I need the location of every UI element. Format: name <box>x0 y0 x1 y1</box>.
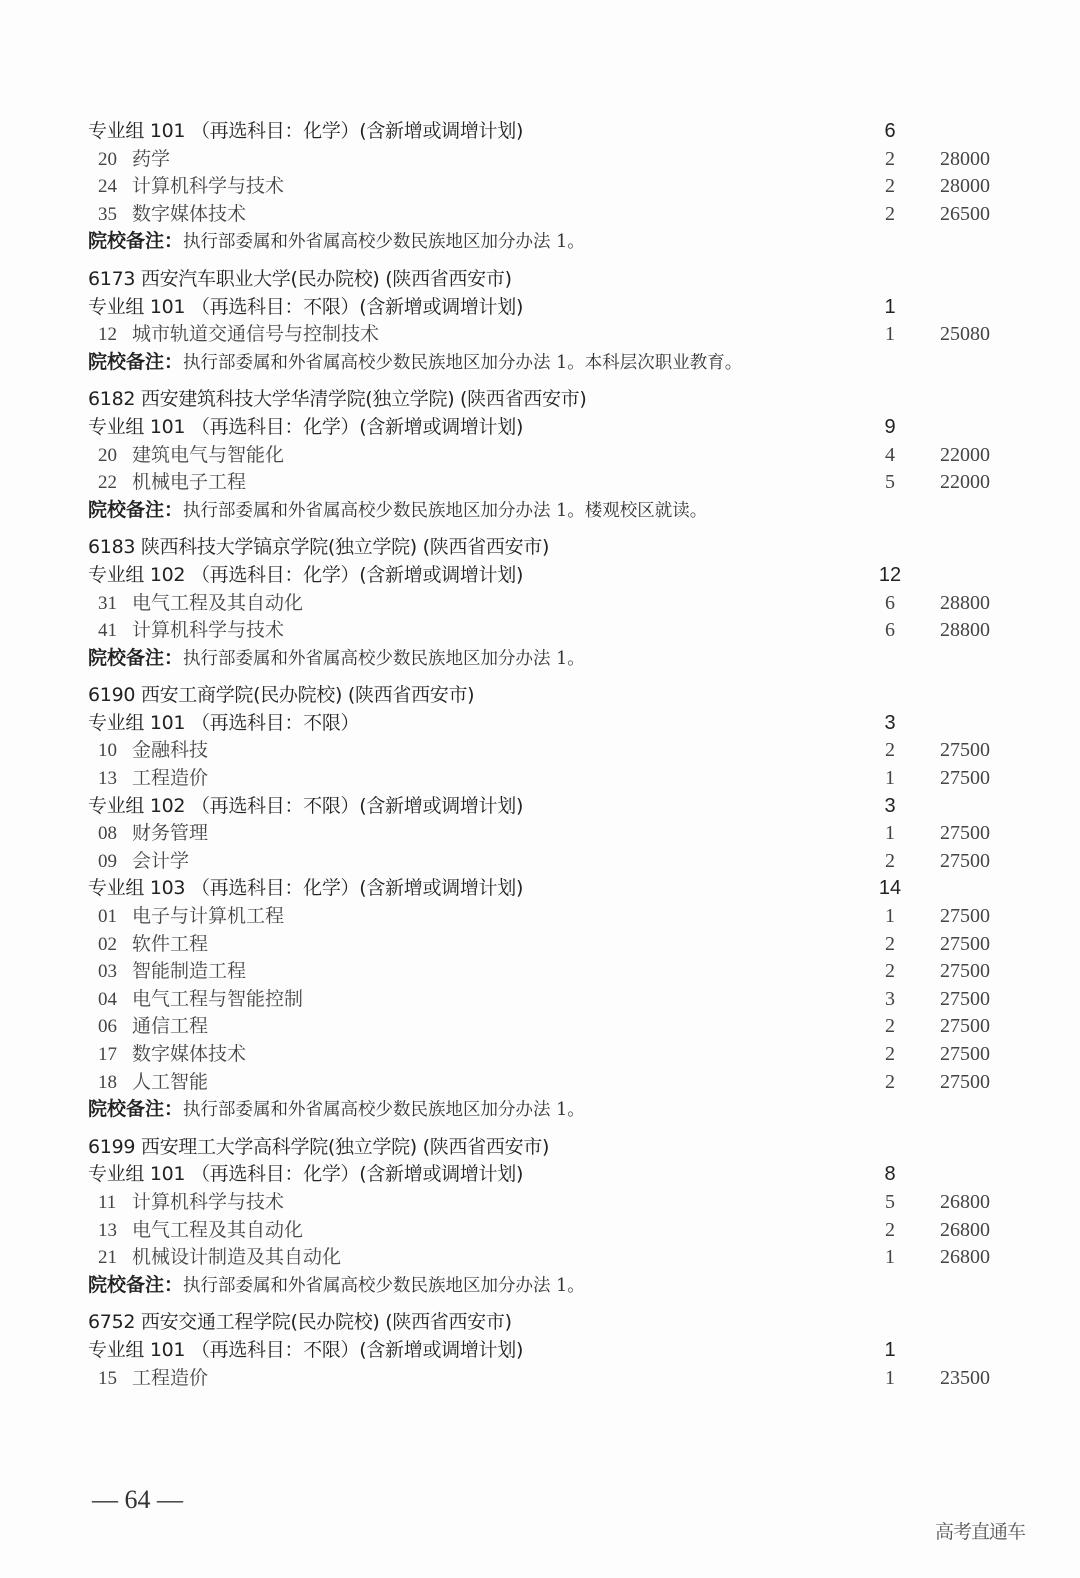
school-header <box>88 266 1008 294</box>
group-title: 专业组 102 （再选科目：化学）(含新增或调增计划) <box>88 563 524 586</box>
major-code: 18 <box>98 1071 117 1093</box>
tuition-fee: 27500 <box>940 960 990 983</box>
major-code: 09 <box>98 850 117 872</box>
major-name: 电气工程及其自动化 <box>132 1218 304 1241</box>
note-key: 院校备注： <box>88 646 184 669</box>
group-plan-count: 6 <box>884 120 896 142</box>
school-note <box>88 349 742 378</box>
major-code: 21 <box>98 1247 117 1269</box>
major-plan-count: 2 <box>885 1070 895 1093</box>
major-plan-count: 1 <box>885 822 895 845</box>
watermark: 高考直通车 <box>935 1521 1026 1543</box>
major-plan-count: 2 <box>885 202 895 225</box>
note-key: 院校备注： <box>88 1098 184 1121</box>
note-text: 执行部委属和外省属高校少数民族地区加分办法 1。 <box>183 648 585 669</box>
major-label <box>98 146 170 174</box>
major-code: 11 <box>98 1191 117 1213</box>
major-label <box>98 958 246 986</box>
note-key: 院校备注： <box>88 230 184 253</box>
major-name: 人工智能 <box>132 1070 209 1093</box>
major-label <box>98 1069 208 1097</box>
major-plan-count: 1 <box>885 1246 895 1269</box>
major-name: 智能制造工程 <box>132 960 247 983</box>
major-name: 药学 <box>132 147 171 170</box>
major-label <box>98 469 246 497</box>
note-key: 院校备注： <box>88 1273 184 1296</box>
tuition-fee: 27500 <box>940 905 990 928</box>
major-row <box>88 986 1008 1014</box>
major-row <box>88 931 1008 959</box>
tuition-fee: 27500 <box>940 1070 990 1093</box>
tuition-fee: 23500 <box>940 1366 990 1389</box>
tuition-fee: 22000 <box>940 471 990 494</box>
major-code: 13 <box>98 1219 117 1241</box>
major-plan-count: 6 <box>885 619 895 642</box>
school-note <box>88 1272 585 1301</box>
major-code: 12 <box>98 324 117 346</box>
school-header <box>88 1134 1008 1162</box>
group-plan-count: 3 <box>884 794 896 817</box>
major-name: 电气工程与智能控制 <box>132 987 304 1010</box>
tuition-fee: 26800 <box>940 1246 990 1269</box>
major-row <box>88 469 1008 497</box>
major-name: 计算机科学与技术 <box>132 1190 285 1213</box>
school-title: 6183 陕西科技大学镐京学院(独立学院) (陕西省西安市) <box>88 536 550 559</box>
major-code: 17 <box>98 1044 117 1065</box>
major-label <box>98 820 208 848</box>
tuition-fee: 27500 <box>940 987 990 1010</box>
major-name: 会计学 <box>132 849 190 872</box>
major-row <box>88 1244 1008 1272</box>
major-group-row <box>88 793 1008 821</box>
school-note-row <box>88 497 1008 525</box>
major-name: 电气工程及其自动化 <box>132 591 304 614</box>
major-group-row <box>88 1161 1008 1189</box>
group-plan-count: 12 <box>878 563 902 586</box>
school-note-row <box>88 349 1008 377</box>
major-label <box>98 617 284 645</box>
major-plan-count: 2 <box>885 960 895 983</box>
major-label <box>98 848 189 876</box>
school-title: 6190 西安工商学院(民办院校) (陕西省西安市) <box>88 684 475 707</box>
major-code: 08 <box>98 823 117 845</box>
major-plan-count: 2 <box>885 175 895 198</box>
major-row <box>88 958 1008 986</box>
tuition-fee: 28000 <box>940 175 990 198</box>
group-plan-count: 1 <box>884 295 896 318</box>
major-name: 数字媒体技术 <box>132 202 247 225</box>
major-plan-count: 1 <box>885 905 895 928</box>
group-title: 专业组 101 （再选科目：不限）(含新增或调增计划) <box>88 1338 524 1361</box>
major-name: 城市轨道交通信号与控制技术 <box>132 323 380 346</box>
tuition-fee: 27500 <box>940 1043 990 1065</box>
major-label <box>98 931 208 959</box>
major-code: 02 <box>98 933 117 955</box>
group-title: 专业组 101 （再选科目：不限）(含新增或调增计划) <box>88 295 524 318</box>
major-row <box>88 1217 1008 1245</box>
group-plan-count: 9 <box>884 415 896 438</box>
major-code: 20 <box>98 444 117 466</box>
major-label <box>98 321 379 349</box>
admission-plan-list <box>88 118 1008 1392</box>
major-row <box>88 1365 1008 1393</box>
major-label <box>98 1041 246 1069</box>
school-title: 6199 西安理工大学高科学院(独立学院) (陕西省西安市) <box>88 1135 550 1158</box>
school-note <box>88 1096 585 1125</box>
major-row <box>88 1189 1008 1217</box>
major-plan-count: 1 <box>885 767 895 790</box>
school-header <box>88 682 1008 710</box>
major-row <box>88 442 1008 470</box>
tuition-fee: 27500 <box>940 739 990 762</box>
major-label <box>98 1189 284 1217</box>
major-label <box>98 737 208 765</box>
major-code: 13 <box>98 768 117 790</box>
major-code: 35 <box>98 203 117 225</box>
major-name: 机械设计制造及其自动化 <box>132 1246 342 1269</box>
major-name: 建筑电气与智能化 <box>132 443 285 466</box>
major-row <box>88 903 1008 931</box>
major-row <box>88 820 1008 848</box>
major-row <box>88 848 1008 876</box>
major-plan-count: 4 <box>885 443 895 466</box>
group-plan-count: 3 <box>884 711 896 734</box>
major-name: 工程造价 <box>132 1366 209 1389</box>
tuition-fee: 25080 <box>940 323 990 346</box>
major-code: 10 <box>98 740 117 762</box>
school-note <box>88 497 707 526</box>
tuition-fee: 27500 <box>940 1015 990 1038</box>
major-plan-count: 2 <box>885 1015 895 1038</box>
group-title: 专业组 101 （再选科目：化学）(含新增或调增计划) <box>88 415 524 438</box>
tuition-fee: 28800 <box>940 619 990 642</box>
major-name: 计算机科学与技术 <box>132 619 285 642</box>
major-row <box>88 765 1008 793</box>
major-code: 01 <box>98 906 117 928</box>
note-text: 执行部委属和外省属高校少数民族地区加分办法 1。 <box>183 1275 585 1296</box>
major-row <box>88 321 1008 349</box>
school-note-row <box>88 645 1008 673</box>
tuition-fee: 26800 <box>940 1190 990 1213</box>
tuition-fee: 26500 <box>940 202 990 225</box>
note-text: 执行部委属和外省属高校少数民族地区加分办法 1。楼观校区就读。 <box>183 500 708 521</box>
note-text: 执行部委属和外省属高校少数民族地区加分办法 1。本科层次职业教育。 <box>183 352 743 373</box>
major-name: 电子与计算机工程 <box>132 905 285 928</box>
major-row <box>88 201 1008 229</box>
major-name: 通信工程 <box>132 1015 209 1038</box>
major-label <box>98 1217 303 1245</box>
major-plan-count: 2 <box>885 739 895 762</box>
major-group-row <box>88 875 1008 903</box>
major-group-row <box>88 414 1008 442</box>
major-group-row <box>88 1337 1008 1365</box>
school-header <box>88 1309 1008 1337</box>
major-plan-count: 2 <box>885 147 895 170</box>
group-plan-count: 8 <box>884 1163 896 1186</box>
major-row <box>88 173 1008 201</box>
major-name: 软件工程 <box>132 932 209 955</box>
major-group-row <box>88 294 1008 322</box>
group-plan-count: 1 <box>884 1338 896 1361</box>
major-plan-count: 2 <box>885 849 895 872</box>
school-title: 6182 西安建筑科技大学华清学院(独立学院) (陕西省西安市) <box>88 388 587 411</box>
major-label <box>98 1244 341 1272</box>
major-label <box>98 903 284 931</box>
major-label <box>98 201 246 229</box>
note-text: 执行部委属和外省属高校少数民族地区加分办法 1。 <box>183 232 585 253</box>
major-code: 41 <box>98 620 117 642</box>
major-name: 数字媒体技术 <box>132 1043 247 1065</box>
group-title: 专业组 101 （再选科目：不限） <box>88 711 360 734</box>
major-code: 04 <box>98 988 117 1010</box>
major-plan-count: 1 <box>885 323 895 346</box>
tuition-fee: 27500 <box>940 932 990 955</box>
tuition-fee: 28000 <box>940 147 990 170</box>
major-row <box>88 1013 1008 1041</box>
major-code: 22 <box>98 472 117 494</box>
major-row <box>88 1041 1008 1069</box>
school-header <box>88 534 1008 562</box>
major-label <box>98 173 284 201</box>
major-group-row <box>88 710 1008 738</box>
page-number: — 64 — <box>92 1485 183 1514</box>
tuition-fee: 22000 <box>940 443 990 466</box>
major-label <box>98 590 303 618</box>
tuition-fee: 27500 <box>940 767 990 790</box>
major-code: 31 <box>98 592 117 614</box>
note-text: 执行部委属和外省属高校少数民族地区加分办法 1。 <box>183 1100 585 1121</box>
group-title: 专业组 102 （再选科目：不限）(含新增或调增计划) <box>88 794 524 817</box>
major-code: 06 <box>98 1016 117 1038</box>
major-code: 15 <box>98 1367 117 1389</box>
school-note-row <box>88 228 1008 256</box>
tuition-fee: 26800 <box>940 1218 990 1241</box>
tuition-fee: 27500 <box>940 849 990 872</box>
tuition-fee: 27500 <box>940 822 990 845</box>
major-group-row <box>88 562 1008 590</box>
major-row <box>88 590 1008 618</box>
school-header <box>88 386 1008 414</box>
major-plan-count: 5 <box>885 471 895 494</box>
major-plan-count: 5 <box>885 1190 895 1213</box>
major-plan-count: 2 <box>885 1043 895 1065</box>
school-note-row <box>88 1096 1008 1124</box>
major-group-row <box>88 118 1008 146</box>
major-plan-count: 2 <box>885 1218 895 1241</box>
school-title: 6173 西安汽车职业大学(民办院校) (陕西省西安市) <box>88 267 512 290</box>
note-key: 院校备注： <box>88 498 184 521</box>
major-label <box>98 765 208 793</box>
major-plan-count: 6 <box>885 591 895 614</box>
note-key: 院校备注： <box>88 350 184 373</box>
major-label <box>98 1013 208 1041</box>
group-title: 专业组 103 （再选科目：化学）(含新增或调增计划) <box>88 877 524 900</box>
major-name: 金融科技 <box>132 739 209 762</box>
major-code: 20 <box>98 148 117 170</box>
school-title: 6752 西安交通工程学院(民办院校) (陕西省西安市) <box>88 1311 512 1334</box>
group-plan-count: 14 <box>878 877 902 900</box>
school-note <box>88 228 585 257</box>
major-row <box>88 737 1008 765</box>
major-label <box>98 986 303 1014</box>
tuition-fee: 28800 <box>940 591 990 614</box>
major-label <box>98 442 284 470</box>
group-title: 专业组 101 （再选科目：化学）(含新增或调增计划) <box>88 1163 524 1186</box>
group-title: 专业组 101 （再选科目：化学）(含新增或调增计划) <box>88 120 524 142</box>
major-label <box>98 1365 208 1393</box>
major-name: 计算机科学与技术 <box>132 175 285 198</box>
school-note <box>88 645 585 674</box>
major-plan-count: 3 <box>885 987 895 1010</box>
major-row <box>88 146 1008 174</box>
major-name: 机械电子工程 <box>132 471 247 494</box>
major-row <box>88 1069 1008 1097</box>
school-note-row <box>88 1272 1008 1300</box>
major-name: 财务管理 <box>132 822 209 845</box>
major-row <box>88 617 1008 645</box>
major-name: 工程造价 <box>132 767 209 790</box>
major-code: 03 <box>98 961 117 983</box>
major-plan-count: 2 <box>885 932 895 955</box>
major-plan-count: 1 <box>885 1366 895 1389</box>
major-code: 24 <box>98 176 117 198</box>
